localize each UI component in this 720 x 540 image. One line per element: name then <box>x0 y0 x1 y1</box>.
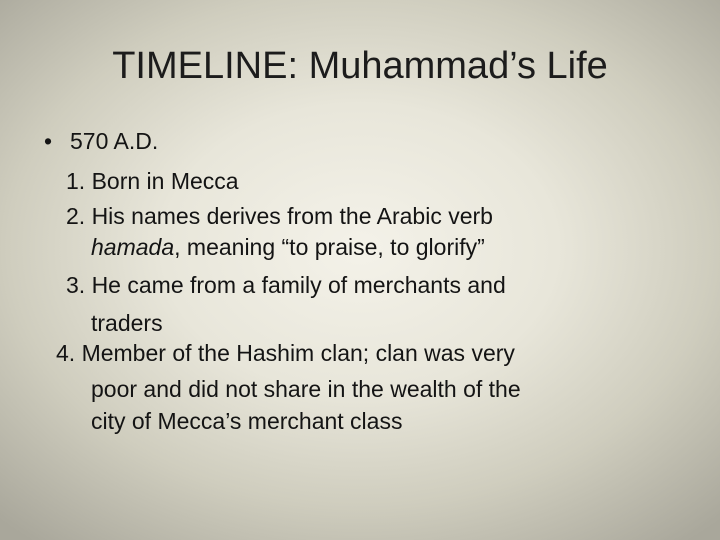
date-heading: 570 A.D. <box>70 128 159 154</box>
list-item-2-continued <box>91 232 485 262</box>
list-item-3: 3. He came from a family of merchants and <box>66 272 506 298</box>
list-item-4-end: city of Mecca’s merchant class <box>91 408 403 434</box>
list-item-3-continued: traders <box>91 310 163 336</box>
italic-term: hamada <box>91 234 175 260</box>
list-item-4-continued: poor and did not share in the wealth of the <box>91 376 521 402</box>
list-item-2-tail: , meaning “to praise, to glorify” <box>174 234 485 260</box>
list-item-2: 2. His names derives from the Arabic verb <box>66 203 493 229</box>
bullet-marker: • <box>44 128 53 154</box>
list-item-4: 4. Member of the Hashim clan; clan was very <box>56 340 515 366</box>
list-item-1: 1. Born in Mecca <box>66 168 239 194</box>
slide-title: TIMELINE: Muhammad’s Life <box>112 45 608 87</box>
